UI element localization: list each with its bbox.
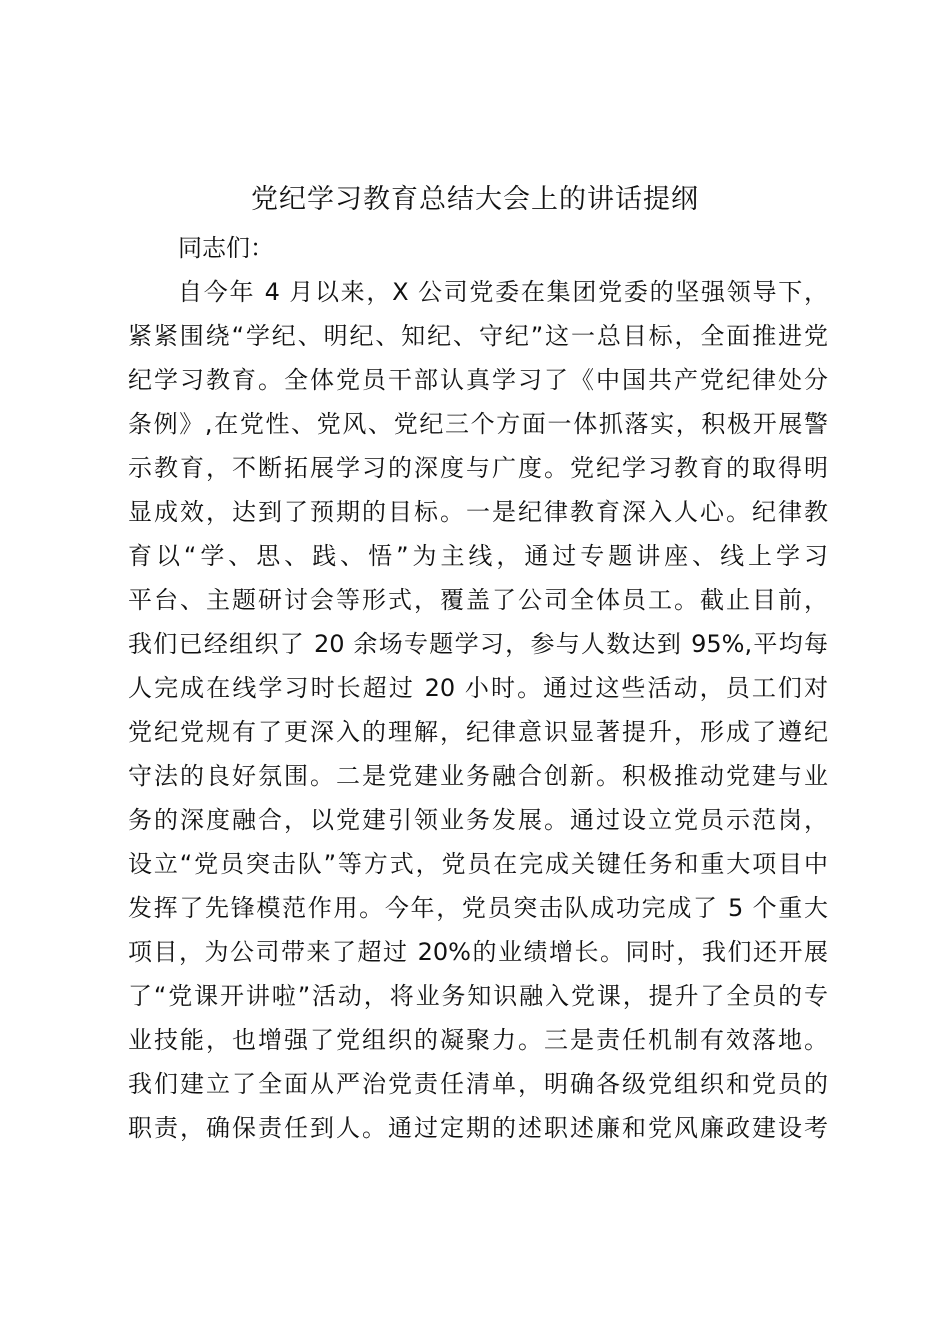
paragraph-line: 育以“学、思、践、悟”为主线，通过专题讲座、线上学习	[128, 542, 828, 570]
paragraph-line: 纪学习教育。全体党员干部认真学习了《中国共产党纪律处分	[128, 366, 828, 394]
paragraph-line: 我们已经组织了 20 余场专题学习，参与人数达到 95%,平均每	[128, 630, 828, 658]
paragraph-line: 项目，为公司带来了超过 20%的业绩增长。同时，我们还开展	[128, 938, 828, 966]
paragraph-line: 职责，确保责任到人。通过定期的述职述廉和党风廉政建设考	[128, 1114, 828, 1142]
paragraph-line: 我们建立了全面从严治党责任清单，明确各级党组织和党员的	[128, 1070, 828, 1098]
paragraph-line: 务的深度融合，以党建引领业务发展。通过设立党员示范岗，	[128, 806, 828, 834]
paragraph-line: 自今年 4 月以来，X 公司党委在集团党委的坚强领导下，	[178, 278, 828, 306]
paragraph-line: 示教育，不断拓展学习的深度与广度。党纪学习教育的取得明	[128, 454, 828, 482]
paragraph-line: 守法的良好氛围。二是党建业务融合创新。积极推动党建与业	[128, 762, 828, 790]
document-title: 党纪学习教育总结大会上的讲话提纲	[251, 184, 699, 215]
paragraph-line: 人完成在线学习时长超过 20 小时。通过这些活动，员工们对	[128, 674, 828, 702]
paragraph-line: 业技能，也增强了党组织的凝聚力。三是责任机制有效落地。	[128, 1026, 828, 1054]
salutation: 同志们：	[178, 234, 274, 262]
paragraph-line: 发挥了先锋模范作用。今年，党员突击队成功完成了 5 个重大	[128, 894, 828, 922]
paragraph-line: 紧紧围绕“学纪、明纪、知纪、守纪”这一总目标，全面推进党	[128, 322, 828, 350]
paragraph-line: 设立“党员突击队”等方式，党员在完成关键任务和重大项目中	[128, 850, 828, 878]
paragraph-line: 了“党课开讲啦”活动，将业务知识融入党课，提升了全员的专	[128, 982, 828, 1010]
paragraph-line: 条例》,在党性、党风、党纪三个方面一体抓落实，积极开展警	[128, 410, 828, 438]
paragraph-line: 显成效，达到了预期的目标。一是纪律教育深入人心。纪律教	[128, 498, 828, 526]
paragraph-line: 平台、主题研讨会等形式，覆盖了公司全体员工。截止目前，	[128, 586, 828, 614]
paragraph-line: 党纪党规有了更深入的理解，纪律意识显著提升，形成了遵纪	[128, 718, 828, 746]
